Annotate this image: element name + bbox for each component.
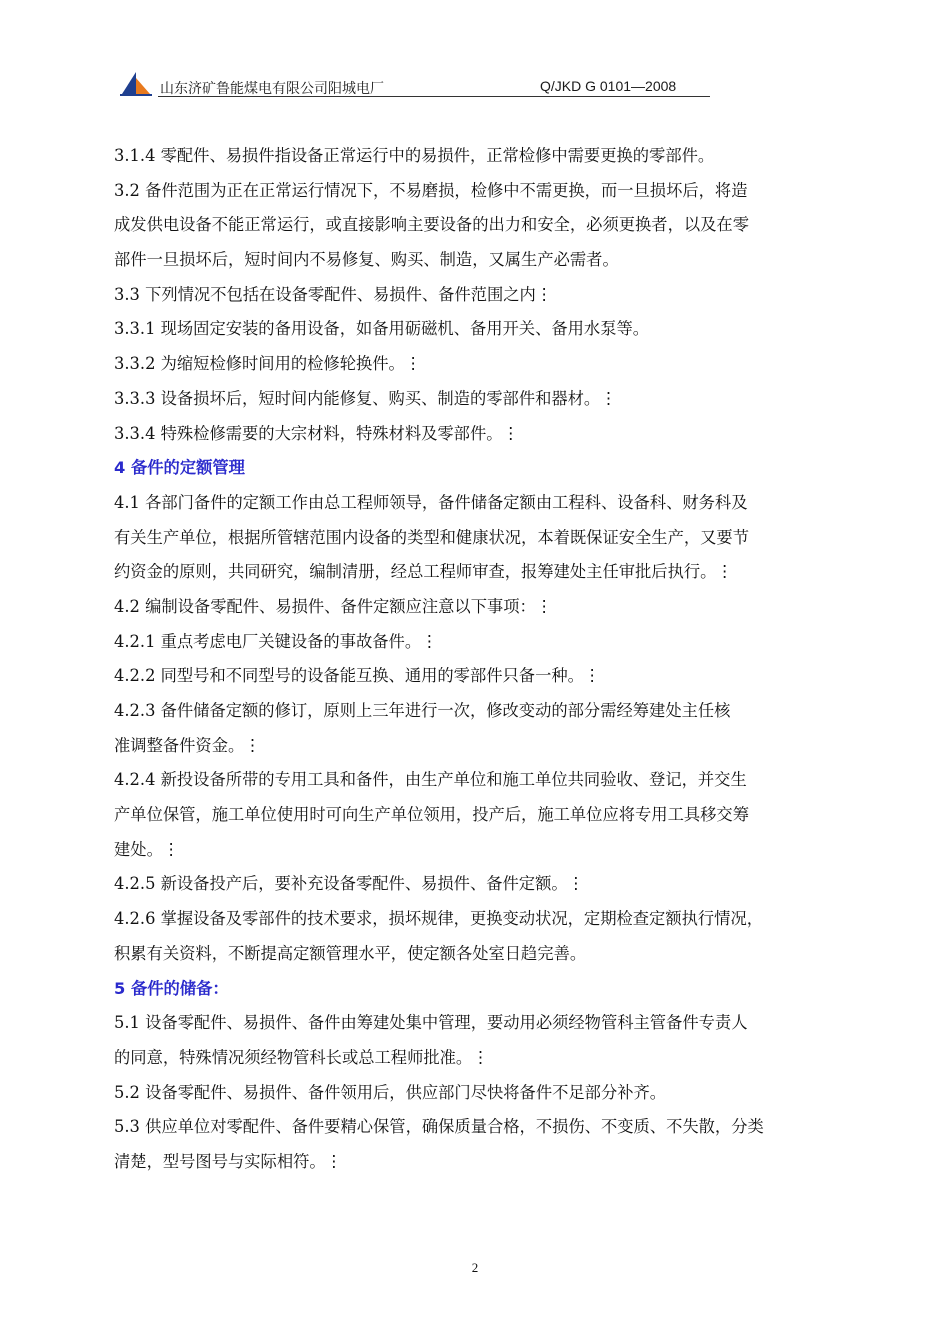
text-line: 5.1 设备零配件、易损件、备件由筹建处集中管理，要动用必须经物管科主管备件专责人	[114, 1013, 748, 1033]
text-line: 成发供电设备不能正常运行，或直接影响主要设备的出力和安全，必须更换者，以及在零	[114, 215, 749, 235]
page-number: 2	[471, 1260, 479, 1275]
text-line: 4.2.2 同型号和不同型号的设备能互换、通用的零部件只备一种。⋮	[114, 666, 601, 686]
header-rule	[158, 96, 710, 97]
text-line: 5.3 供应单位对零配件、备件要精心保管，确保质量合格，不损伤、不变质、不失散，分类	[114, 1117, 764, 1137]
text-line: 3.3.3 设备损坏后，短时间内能修复、购买、制造的零部件和器材。⋮	[114, 388, 617, 408]
section-heading: 5 备件的储备：	[114, 978, 229, 998]
text-line: 4.2.4 新投设备所带的专用工具和备件，由生产单位和施工单位共同验收、登记，并交生	[114, 770, 747, 790]
text-line: 有关生产单位，根据所管辖范围内设备的类型和健康状况，本着既保证安全生产，又要节	[114, 527, 749, 547]
page-header	[120, 68, 720, 102]
text-line: 4.2.6 掌握设备及零部件的技术要求，损坏规律，更换变动状况，定期检查定额执行情况，	[114, 909, 764, 929]
text-line: 建处。⋮	[114, 839, 180, 859]
text-line: 3.3.2 为缩短检修时间用的检修轮换件。⋮	[114, 354, 422, 374]
text-line: 3.2 备件范围为正在正常运行情况下，不易磨损，检修中不需更换，而一旦损坏后，将造	[114, 180, 748, 200]
company-logo-icon	[120, 70, 152, 96]
text-line: 的同意，特殊情况须经物管科长或总工程师批准。⋮	[114, 1047, 489, 1067]
section-heading: 4 备件的定额管理	[114, 458, 245, 478]
text-line: 4.1 各部门备件的定额工作由总工程师领导，备件储备定额由工程科、设备科、财务科及	[114, 492, 748, 512]
text-line: 3.3 下列情况不包括在设备零配件、易损件、备件范围之内⋮	[114, 284, 553, 304]
document-code: Q/JKD G 0101—2008	[540, 78, 677, 94]
text-line: 4.2.5 新设备投产后，要补充设备零配件、易损件、备件定额。⋮	[114, 874, 584, 894]
company-name: 山东济矿鲁能煤电有限公司阳城电厂	[160, 81, 384, 97]
text-line: 3.3.4 特殊检修需要的大宗材料，特殊材料及零部件。⋮	[114, 423, 519, 443]
text-line: 部件一旦损坏后，短时间内不易修复、购买、制造，又属生产必需者。	[114, 250, 619, 270]
text-line: 3.3.1 现场固定安装的备用设备，如备用砺磁机、备用开关、备用水泵等。	[114, 319, 650, 339]
text-line: 4.2 编制设备零配件、易损件、备件定额应注意以下事项：⋮	[114, 596, 553, 616]
text-line: 准调整备件资金。⋮	[114, 735, 261, 755]
text-line: 约资金的原则，共同研究，编制清册，经总工程师审查，报筹建处主任审批后执行。⋮	[114, 562, 733, 582]
text-line: 产单位保管，施工单位使用时可向生产单位领用，投产后，施工单位应将专用工具移交筹	[114, 805, 749, 825]
text-line: 5.2 设备零配件、易损件、备件领用后，供应部门尽快将备件不足部分补齐。	[114, 1082, 667, 1102]
text-line: 4.2.1 重点考虑电厂关键设备的事故备件。⋮	[114, 631, 438, 651]
text-line: 3.1.4 零配件、易损件指设备正常运行中的易损件，正常检修中需要更换的零部件。	[114, 146, 715, 165]
text-line: 清楚，型号图号与实际相符。⋮	[114, 1151, 342, 1171]
text-line: 4.2.3 备件储备定额的修订，原则上三年进行一次，修改变动的部分需经筹建处主任核	[114, 701, 731, 720]
text-line: 积累有关资料，不断提高定额管理水平，使定额各处室日趋完善。	[114, 943, 587, 963]
document-body	[114, 139, 844, 1180]
